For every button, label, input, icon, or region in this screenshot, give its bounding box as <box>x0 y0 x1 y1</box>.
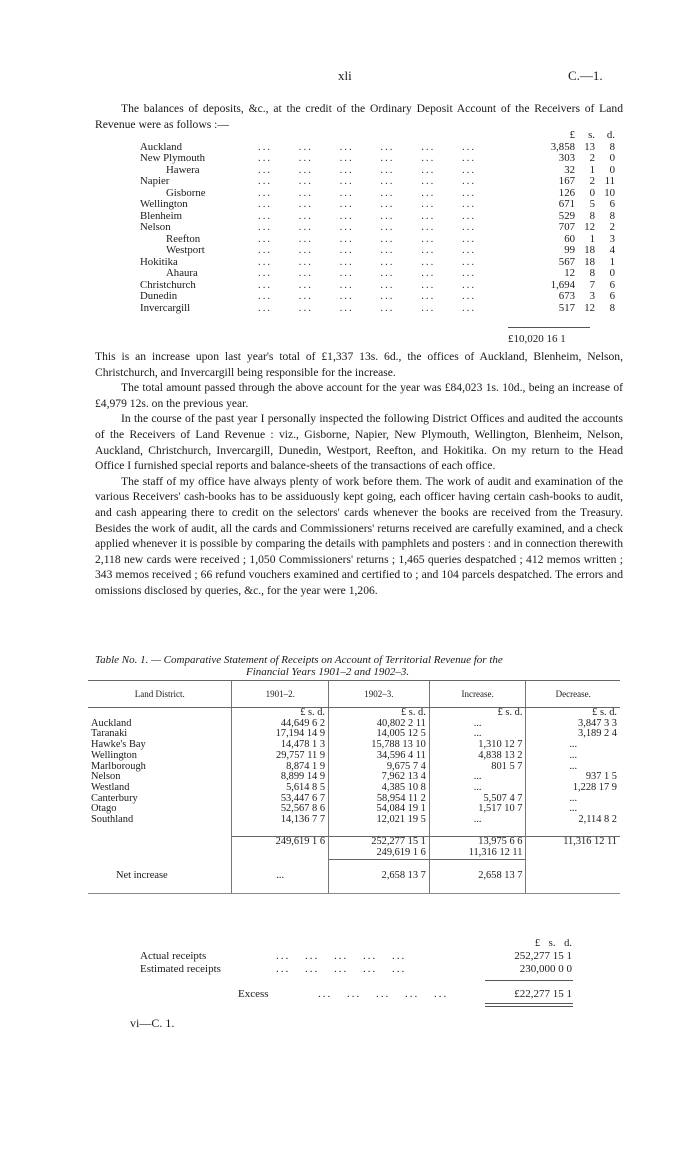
actual-receipts-label: Actual receipts <box>140 950 207 962</box>
comparative-table <box>88 680 620 894</box>
value-1901-2: 14,136 7 7 <box>232 815 329 826</box>
deposit-pounds: 529 <box>558 209 575 222</box>
paragraph-staff: The staff of my office have always plenty of work before them. The work of audit and examination of the various Receivers' cash-books has to be assiduously kept going, each officer having certain cash-books to audit, and cash appearing there to credit on the selectors' cards whenever the books are received from the Treasury. Besides the work of audit, all the cards and Commissioners' returns received are carefully examined, and a check applied whenever it is possible by comparing the details with pamphlets and posters : and in connection therewith 2,118 new cards were received ; 1,050 Commissioners' returns ; 1,465 queries despatched ; 412 memos written ; 343 memos received ; 66 refund vouchers examined and certified to ; and 104 parcels despatched. The errors and omissions disclosed by queries, &c., for the year were 1,206. <box>95 474 623 597</box>
deposit-leader-dots: ... ... ... ... ... ... <box>258 232 477 245</box>
deposit-shillings: 8 <box>589 209 595 222</box>
deposit-office-name: Hokitika <box>140 255 178 268</box>
actual-dots: ... ... ... ... ... <box>276 950 407 962</box>
value-decrease: 2,114 8 2 <box>526 815 620 826</box>
deposit-row <box>140 268 615 280</box>
deposit-total-rule <box>508 327 590 328</box>
value-increase: ... <box>429 815 526 826</box>
net-increase: 2,658 13 7 <box>429 871 526 882</box>
value-increase: 1,310 12 7 <box>429 740 526 751</box>
estimated-receipts-label: Estimated receipts <box>140 963 221 975</box>
deposit-shillings: 18 <box>584 244 595 256</box>
value-decrease: 3,847 3 3 <box>526 719 620 730</box>
excess-dots: ... ... ... ... ... <box>318 988 449 1000</box>
district-name: Wellington <box>91 749 137 761</box>
deposit-shillings: 1 <box>589 163 595 176</box>
value-increase: ... <box>429 772 526 783</box>
deposit-row <box>140 245 615 257</box>
estimated-dots: ... ... ... ... ... <box>276 963 407 975</box>
excess-rule <box>485 980 573 981</box>
deposit-leader-dots: ... ... ... ... ... ... <box>258 221 477 233</box>
deposit-pounds: 32 <box>564 163 575 176</box>
deposit-leader-dots: ... ... ... ... ... ... <box>258 301 477 314</box>
deposits-head-pence: d. <box>606 129 615 141</box>
deposit-office-name: Gisborne <box>166 186 206 199</box>
value-1901-2: 53,447 6 7 <box>232 794 329 805</box>
excess-value: £22,277 15 1 <box>514 988 572 1000</box>
table-row <box>88 772 620 783</box>
value-1902-3: 12,021 19 5 <box>329 815 430 826</box>
deposit-office-name: Blenheim <box>140 209 182 222</box>
value-increase: 5,507 4 7 <box>429 794 526 805</box>
deposit-shillings: 8 <box>589 267 595 279</box>
table-row <box>88 740 620 751</box>
value-increase: ... <box>429 783 526 794</box>
deposit-leader-dots: ... ... ... ... ... ... <box>258 290 477 302</box>
excess-double-rule <box>485 1003 573 1007</box>
col-1901-2: 1901–2. <box>232 681 329 708</box>
deposit-office-name: New Plymouth <box>140 152 206 164</box>
value-increase: ... <box>429 729 526 740</box>
deposit-shillings: 3 <box>589 290 595 302</box>
currency-head-y2: £ s. d. <box>329 708 430 719</box>
deposit-row <box>140 222 615 234</box>
value-1901-2: 17,194 14 9 <box>232 729 329 740</box>
deposits-head-shillings: s. <box>588 129 595 141</box>
deposit-shillings: 2 <box>589 175 595 187</box>
total-increase: 13,975 6 6 <box>429 837 526 848</box>
district-name: Otago <box>91 803 117 815</box>
paragraph-increase: This is an increase upon last year's total of £1,337 13s. 6d., the offices of Auckland, Blenheim, Nelson, Christchurch, and Invercargill being responsible for the increase. <box>95 350 623 379</box>
deposit-office-name: Hawera <box>166 163 200 176</box>
value-1902-3: 7,962 13 4 <box>329 772 430 783</box>
net-1901-2: ... <box>232 871 329 882</box>
col-1902-3: 1902–3. <box>329 681 430 708</box>
deposit-pence: 8 <box>609 301 615 314</box>
value-decrease: 3,189 2 4 <box>526 729 620 740</box>
deposit-pence: 6 <box>609 198 615 210</box>
district-name: Auckland <box>91 717 132 729</box>
value-1902-3: 15,788 13 10 <box>329 740 430 751</box>
deposit-office-name: Napier <box>140 175 170 187</box>
deposit-pounds: 167 <box>558 175 575 187</box>
value-decrease: ... <box>526 762 620 773</box>
deposit-row <box>140 303 615 315</box>
deposit-row <box>140 199 615 211</box>
deposit-leader-dots: ... ... ... ... ... ... <box>258 186 477 199</box>
table-row <box>88 719 620 730</box>
value-decrease: ... <box>526 794 620 805</box>
excess-label: Excess <box>238 988 269 1000</box>
value-1901-2: 29,757 11 9 <box>232 751 329 762</box>
deposit-shillings: 12 <box>584 221 595 233</box>
offset-increase: 11,316 12 11 <box>429 848 526 859</box>
deposit-leader-dots: ... ... ... ... ... ... <box>258 140 477 153</box>
paragraph-total: The total amount passed through the above account for the year was £84,023 1s. 10d., being an increase of £4,979 12s. on the previous year. <box>95 381 623 410</box>
net-1902-3: 2,658 13 7 <box>329 871 430 882</box>
deposit-pounds: 303 <box>558 152 575 164</box>
district-name: Hawke's Bay <box>91 739 146 751</box>
offset-1902-3: 249,619 1 6 <box>329 848 430 859</box>
deposit-pence: 6 <box>609 290 615 302</box>
deposit-pence: 0 <box>609 267 615 279</box>
total-1901-2: 249,619 1 6 <box>232 837 329 848</box>
deposit-pounds: 3,858 <box>550 140 575 153</box>
value-1901-2: 8,874 1 9 <box>232 762 329 773</box>
value-1902-3: 34,596 4 11 <box>329 751 430 762</box>
deposit-shillings: 2 <box>589 152 595 164</box>
value-decrease: 1,228 17 9 <box>526 783 620 794</box>
deposit-office-name: Reefton <box>166 232 201 245</box>
value-increase: 4,838 13 2 <box>429 751 526 762</box>
deposit-pounds: 707 <box>558 221 575 233</box>
value-increase: 1,517 10 7 <box>429 804 526 815</box>
actual-receipts-value: 252,277 15 1 <box>514 950 572 962</box>
district-name: Southland <box>91 814 134 826</box>
table-row <box>88 751 620 762</box>
value-1902-3: 9,675 7 4 <box>329 762 430 773</box>
paragraph-inspection: In the course of the past year I personally inspected the following District Offices and audited the accounts of the Receivers of Land Revenue : viz., Gisborne, Napier, New Plymouth, Wellington, Blenheim, Nelson, Auckland, Christchurch, Invercargill, Dunedin, Westport, Reefton, and Hokitika. On my return to the Head Office I furnished special reports and balance-sheets of the transactions of each office. <box>95 412 623 473</box>
value-increase: ... <box>429 719 526 730</box>
value-1902-3: 14,005 12 5 <box>329 729 430 740</box>
deposit-leader-dots: ... ... ... ... ... ... <box>258 198 477 210</box>
deposit-leader-dots: ... ... ... ... ... ... <box>258 267 477 279</box>
total-decrease: 11,316 12 11 <box>526 837 620 848</box>
value-1901-2: 14,478 1 3 <box>232 740 329 751</box>
value-increase: 801 5 7 <box>429 762 526 773</box>
district-name: Westland <box>91 781 130 793</box>
deposit-shillings: 18 <box>584 255 595 268</box>
deposit-shillings: 12 <box>584 301 595 314</box>
deposit-office-name: Westport <box>166 244 205 256</box>
district-name: Marlborough <box>91 760 146 772</box>
footer-signature: vi—C. 1. <box>130 1016 175 1030</box>
deposits-table <box>140 130 615 314</box>
deposit-row <box>140 176 615 188</box>
deposit-leader-dots: ... ... ... ... ... ... <box>258 209 477 222</box>
deposit-leader-dots: ... ... ... ... ... ... <box>258 152 477 164</box>
value-1901-2: 52,567 8 6 <box>232 804 329 815</box>
table-row <box>88 794 620 805</box>
currency-head-dec: £ s. d. <box>526 708 620 719</box>
value-1902-3: 58,954 11 2 <box>329 794 430 805</box>
deposit-office-name: Invercargill <box>140 301 191 314</box>
total-1902-3: 252,277 15 1 <box>329 837 430 848</box>
deposit-leader-dots: ... ... ... ... ... ... <box>258 278 477 291</box>
currency-head-inc: £ s. d. <box>429 708 526 719</box>
deposit-pounds: 671 <box>558 198 575 210</box>
col-decrease: Decrease. <box>526 681 620 708</box>
deposit-pounds: 60 <box>564 232 575 245</box>
deposit-total: £10,020 16 1 <box>508 333 566 345</box>
deposit-office-name: Nelson <box>140 221 171 233</box>
table-caption-line1: Table No. 1. — Comparative Statement of Receipts on Account of Territorial Revenue for the <box>95 654 503 666</box>
deposit-pence: 6 <box>609 278 615 291</box>
page-number: xli <box>338 68 352 83</box>
deposit-pounds: 99 <box>564 244 575 256</box>
deposit-office-name: Auckland <box>140 140 182 153</box>
intro-paragraph <box>95 101 623 132</box>
deposit-office-name: Ahaura <box>166 267 198 279</box>
value-decrease: ... <box>526 740 620 751</box>
deposits-head-pounds: £ <box>569 129 575 141</box>
section-code: C.—1. <box>568 68 603 83</box>
deposit-office-name: Wellington <box>140 198 188 210</box>
table-row <box>88 815 620 826</box>
estimated-receipts-value: 230,000 0 0 <box>519 963 572 975</box>
deposit-shillings: 0 <box>589 186 595 199</box>
value-decrease: ... <box>526 751 620 762</box>
deposit-pence: 8 <box>609 140 615 153</box>
district-name: Taranaki <box>91 728 128 740</box>
deposit-pence: 3 <box>609 232 615 245</box>
deposit-pounds: 567 <box>558 255 575 268</box>
table-row <box>88 783 620 794</box>
deposit-pence: 8 <box>609 209 615 222</box>
table-row <box>88 804 620 815</box>
deposit-pounds: 126 <box>558 186 575 199</box>
deposit-pence: 10 <box>604 186 615 199</box>
deposit-pence: 1 <box>609 255 615 268</box>
deposit-pence: 4 <box>609 244 615 256</box>
value-1901-2: 44,649 6 2 <box>232 719 329 730</box>
table-row <box>88 729 620 740</box>
district-name: Canterbury <box>91 792 138 804</box>
col-increase: Increase. <box>429 681 526 708</box>
deposit-leader-dots: ... ... ... ... ... ... <box>258 163 477 176</box>
body-paragraphs <box>95 349 623 599</box>
deposit-pence: 0 <box>609 152 615 164</box>
deposit-pounds: 12 <box>564 267 575 279</box>
deposit-pounds: 1,694 <box>550 278 575 291</box>
deposit-office-name: Dunedin <box>140 290 178 302</box>
value-1901-2: 5,614 8 5 <box>232 783 329 794</box>
currency-head-y1: £ s. d. <box>232 708 329 719</box>
deposit-shillings: 5 <box>589 198 595 210</box>
value-decrease: 937 1 5 <box>526 772 620 783</box>
deposit-pence: 2 <box>609 221 615 233</box>
deposit-pounds: 517 <box>558 301 575 314</box>
deposit-row <box>140 153 615 165</box>
intro-text: The balances of deposits, &c., at the credit of the Ordinary Deposit Account of the Receivers of Land Revenue were as follows :— <box>95 102 623 131</box>
value-1902-3: 4,385 10 8 <box>329 783 430 794</box>
table-caption-line2: Financial Years 1901–2 and 1902–3. <box>246 666 410 678</box>
deposit-leader-dots: ... ... ... ... ... ... <box>258 175 477 187</box>
deposit-shillings: 1 <box>589 232 595 245</box>
table-row <box>88 762 620 773</box>
value-1902-3: 40,802 2 11 <box>329 719 430 730</box>
deposit-pounds: 673 <box>558 290 575 302</box>
district-name: Nelson <box>91 771 121 783</box>
deposit-pence: 0 <box>609 163 615 176</box>
net-increase-label: Net increase <box>116 869 168 881</box>
col-land-district: Land District. <box>88 681 232 708</box>
summary-currency: £ s. d. <box>534 938 572 949</box>
value-1901-2: 8,899 14 9 <box>232 772 329 783</box>
deposit-office-name: Christchurch <box>140 278 196 291</box>
deposit-pence: 11 <box>604 175 615 187</box>
value-1902-3: 54,084 19 1 <box>329 804 430 815</box>
deposit-leader-dots: ... ... ... ... ... ... <box>258 244 477 256</box>
deposit-shillings: 7 <box>589 278 595 291</box>
value-decrease: ... <box>526 804 620 815</box>
deposit-shillings: 13 <box>584 140 595 153</box>
deposit-leader-dots: ... ... ... ... ... ... <box>258 255 477 268</box>
deposit-row <box>140 291 615 303</box>
